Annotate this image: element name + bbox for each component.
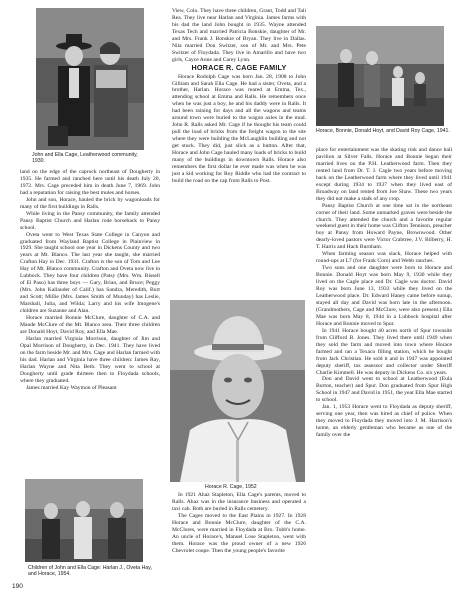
photo-horace-family-1941 — [316, 26, 444, 126]
col3-paragraph: Jan. 1, 1953 Horace went to Floydada as deputy sheriff, serving one year, then was hired as chief of police. When they moved to Floydada they moved into J. M. Harrison's home, an elderly gentleman who became as one of the family over the — [316, 404, 452, 439]
col3-paragraph: Two sons and one daughter were born to Horace and Bonnie. Donald Hoyt was born May 9, 1930 while they lived on the Cagle place and Dr. Cagle was doctor. David Roy was born June 13, 1933 while they lived on the Leatherwood place. Dr. Edward Haney came before sunup, stayed all day and David was born late in the afternoon. (Grandmothers, Cage and McClure, were also present.) Ella Mae was born May 8, 1944 in a Lubbock hospital after Horace and Bonnie moved to Spur. — [316, 265, 452, 327]
text-column-3 — [316, 147, 452, 439]
caption-photo1: John and Ella Cage, Leatherwood community, 1930. — [32, 152, 138, 165]
photo-john-ella-cage-image — [36, 8, 144, 150]
col2c-paragraph: The Cages moved to the East Plains in 1927. In 1928 Horace and Bonnie McClure, daughter of the C.A. McClures, were married in Floydada at Bro. Tubb's home. An uncle of Horace's, Manuel Lose Stapleton, went with them. Horace was the proud owner of a new 1926 Chevrolet coupe. Then the young people's favorite — [172, 512, 306, 554]
photo-cage-children — [25, 479, 143, 562]
photo-john-ella-cage — [36, 8, 144, 150]
col3-paragraph: Pansy Baptist Church at one time sat in the northeast corner of their land. Some unmarked graves were beside the church. They attended the church and a favorite regular weekend guest in their home was Clifton Tennison, preacher boy at Pansy from Howard Payne, Brownwood. Other dearly-loved pastors were Victor Crabtree, J.V. Bilberry, H. T. Harris and Hack Burnham. — [316, 202, 452, 251]
photo-horace-cage — [170, 300, 305, 482]
col1-paragraph: Horace married Bonnie McClure, daughter of C.A. and Maude McClure of the Mt. Blanco area. Their three children are Donald Hoyt, David Roy, and Ella Mae. — [20, 315, 160, 335]
col1-paragraph: James married Kay Waymon of Pleasant — [26, 384, 117, 391]
caption-photo4: Children of John and Ella Cage: Harlan J., Oveta Hay, and Horace, 1954. — [28, 565, 152, 578]
col3-paragraph: When farming season was slack, Horace helped with round-ups at L7 (for Frank Corn) and Webb ranches. — [316, 251, 452, 265]
photo-horace-family-image — [316, 26, 444, 126]
photo-horace-cage-image — [170, 300, 305, 482]
section-heading: HORACE R. CAGE FAMILY — [191, 62, 287, 72]
caption-photo3: Horace R. Cage, 1952 — [205, 484, 257, 490]
col1-paragraph: Oveta went to West Texas State College in Canyon and graduated from Wayland Baptist College in Plainview in 1929. She taught school one year in Dickens County and two years at Mt. Blanco. The last year she taught, she married Crafton Hay in Dec. 1931. Crafton is the son of Tom and Lee Hay of Mt. Blanco community. Crafton and Oveta now live in Lubbock. They have four children (Patsy (Mrs. Wm. Bissell of El Paso) has three boys — Gary, Brian, and Bruce; Peggy (Mrs. John Kallauder of Calif.) has Sandra, Meredith, Burt and Scott; Millie (Mrs. James Smith of Munday) has Leslie, Marshall, Julia, and Wilda; Larry and his wife Imogene's children are Suzanne and Alan. — [20, 231, 160, 315]
col1-paragraph: land on the edge of the caprock northeast of Dougherty in 1935. He farmed and ranched here until his death July 20, 1972. Mrs. Cage preceded him in death June 7, 1969. John had a reputation for raising the best mules and horses. — [20, 169, 160, 196]
caption-photo2: Horace, Bonnie, Donald Hoyt, and David Roy Cage, 1941. — [316, 128, 450, 134]
col1-paragraph: While living in the Pansy community, the family attended Pansy Baptist Church and Harlan rode horseback to Pansy school. — [20, 210, 160, 231]
col1-paragraph: Harlan married Virginia Morrison, daughter of Jim and Opal Morrison of Dougherty, in Dec. 1941. They have lived on the farm beside Mr. and Mrs. Cage and Harlan farmed with his dad. Harlan and Virginia have three children: James Ray, Harlan Wayne and Nita Beth. They went to school at Dougherty until grade thirteen then to Floydada schools, where they graduated. — [20, 335, 160, 384]
page-number: 190 — [12, 583, 23, 590]
text-column-2-top — [172, 8, 306, 185]
col3-paragraph: In 1941 Horace bought 40 acres north of Spur townsite from Clifford B. Jones. They lived there until 1949 when they sold the farm and moved into town where Horace farmed and ran a Texaco filling station, which he bought from Jack Christian. He sold it and in 1947 was appointed deputy sheriff, tax assessor and collector under Sheriff Charlie Kimmell. He was deputy in Dickens Co. six years. — [316, 327, 452, 376]
col2c-paragraph: In 1921 Ahaz Stapleton, Ella Cage's parents, moved to Ralls. Ahaz was in the insurance business and operated a taxi cab. Both are buried in Ralls cemetery. — [172, 492, 306, 512]
text-column-1 — [20, 169, 160, 392]
col2-paragraph: View, Colo. They have three children, Grant, Todd and Tali Rea. They live near Harlan and Virginia. James farms with his dad the land John bought in 1935. Wayne attended Texas Tech and married Patricia Bonskie, daughter of Mr. and Mrs. Frank J. Bonskie of Bryan. They live in Dallas. Nita married Don Switzer, son of Mr. and Mrs. Pete Switzer of Floydada. They live in Amarillo and have two girls, Cayce Anne and Carey Lynn. — [172, 8, 306, 63]
photo-cage-children-image — [25, 479, 143, 562]
col2b-paragraph: Horace Rodolph Cage was born Jan. 28, 1908 to John Gilliam and Sarah Ella Cage. He had a sister, Oveta, and a brother, Harlan. Horace was reared at Emma, Tex., attending school at Emma and Ralls. He remembers once when he was just a boy, he and his daddy were in Ralls. It had been raining for days and all the wagons and teams around town were buried to the wagon axles in the mud. John R. Ralls asked Mr. Cage if he thought his team could pull the load of bricks from the freight wagon to the site where they were building the McLaughlin building and not get stuck. They did, just slick as a button. After that, Horace and John Cage hauled many loads of bricks to build many of the buildings in downtown Ralls. Horace also remembers the first dollar he ever made was when he was just a kid working for Roy Riddle who had the contract to build the road on the cap from Ralls to Post. — [172, 73, 306, 184]
col3-paragraph: Don and David went to school at Leatherwood (Eula Burton, teacher) and Spur. Don graduated from Spur High School in 1947 and David in 1951, the year Ella Mae started to school. — [316, 376, 452, 404]
text-column-2-bottom — [172, 492, 306, 555]
col1-paragraph: John and son, Horace, hauled the brick by wagonloads for many of the first buildings in Ralls. — [20, 196, 160, 210]
col3-paragraph: place for entertainment was the skating rink and dance hall pavilion at Silver Falls. Horace and Bonnie began their married lives on the P.H. Leatherwood farm. Then they rented land from Dr. T. J. Cagle two years before moving back on the Leatherwood farm where they lived until 1941 except during 1934 to 1937 when they lived east of Broadway on land rented from Joe Shaw. These two years they did not make a stalk of any crop. — [316, 147, 452, 202]
